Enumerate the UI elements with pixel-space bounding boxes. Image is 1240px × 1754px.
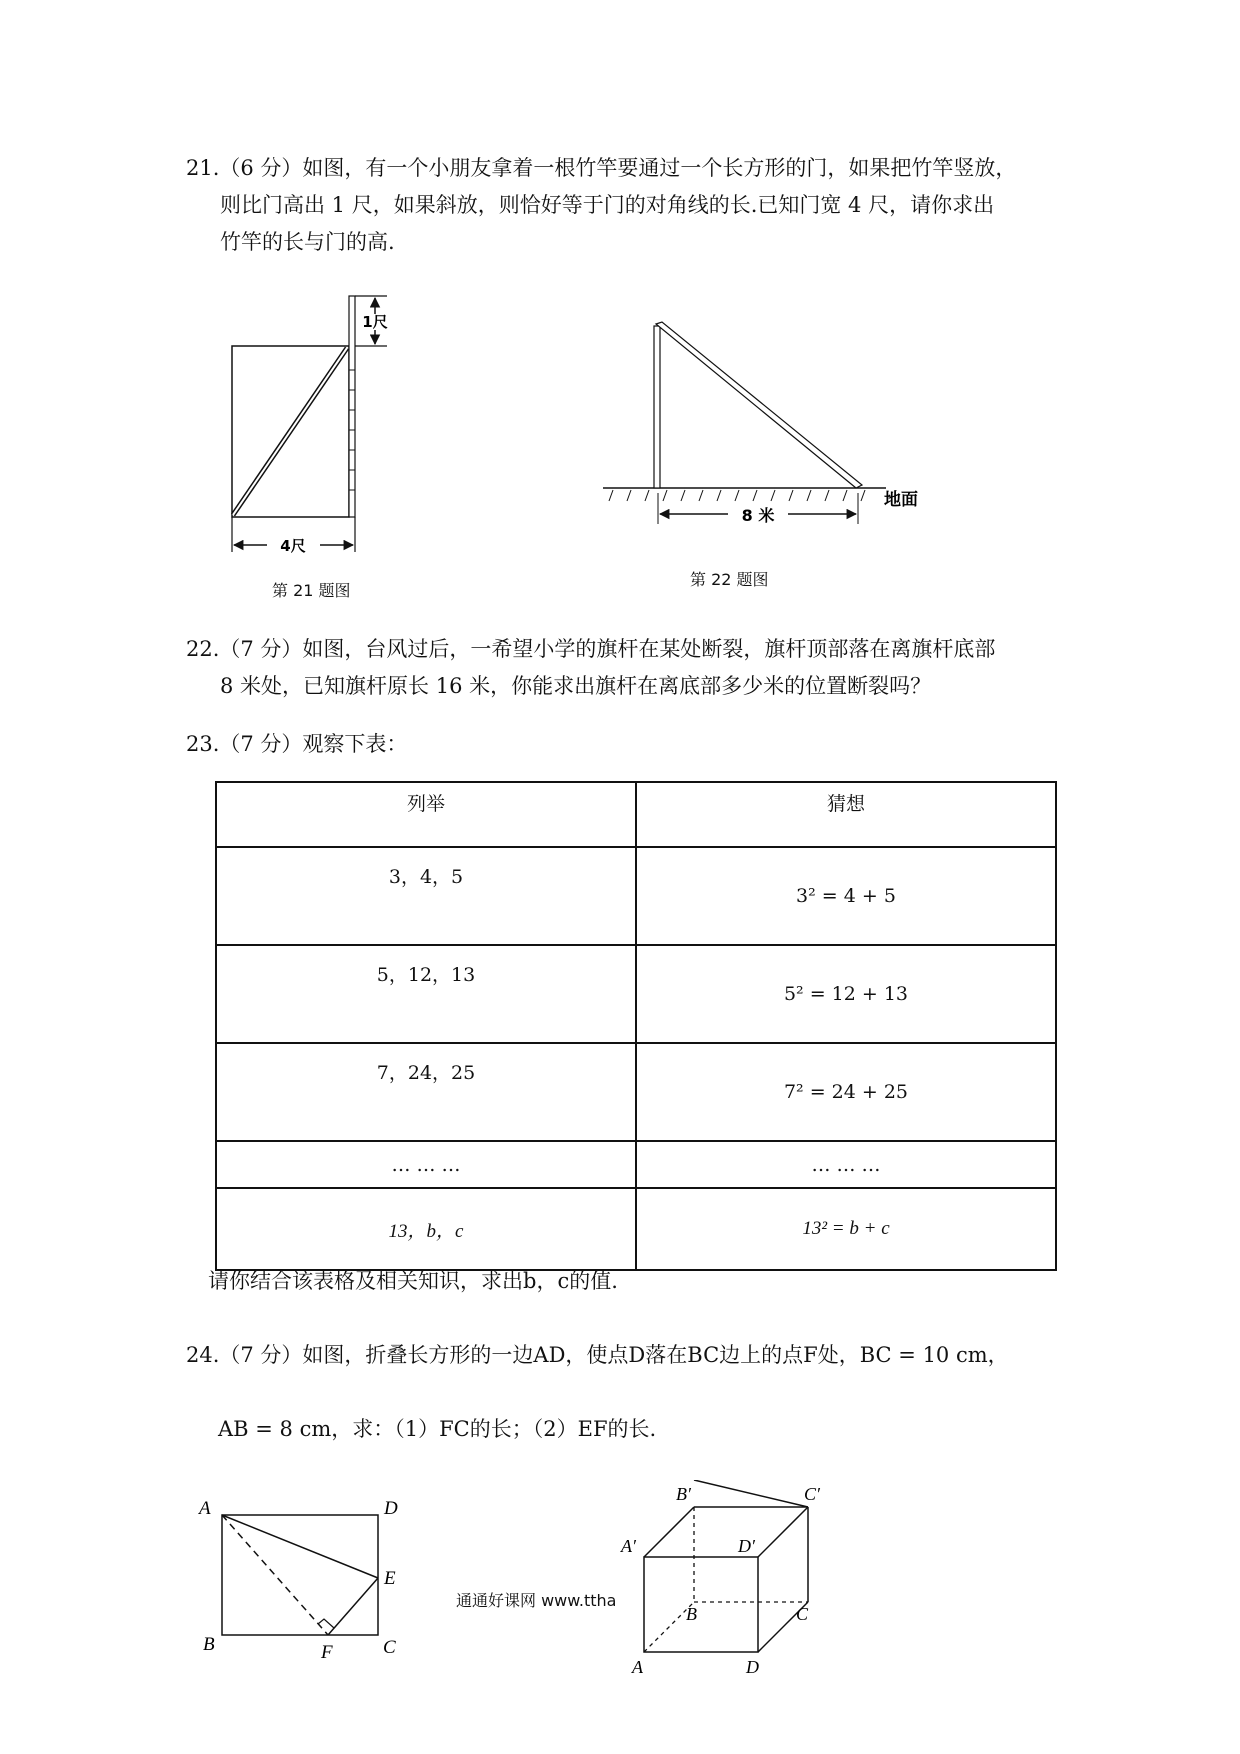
question-22 [186, 631, 1066, 705]
q24-line1: 24.（7 分）如图，折叠长方形的一边AD，使点D落在BC边上的点F处，BC = 10 cm， [186, 1343, 1009, 1367]
question-21 [186, 150, 1066, 261]
label-f: F [321, 1642, 333, 1663]
cube-label-d: D [746, 1657, 759, 1677]
table-row [216, 945, 1056, 1043]
fig21-width-label: 4尺 [280, 537, 306, 555]
cube-label-b-prime: B′ [676, 1484, 691, 1504]
fig22-ground-label: 地面 [884, 490, 918, 510]
rectangle-abcd [222, 1515, 378, 1635]
figure-22 [598, 318, 938, 538]
vertical-pole [349, 296, 355, 517]
watermark: 通通好课网 www.ttha [456, 1591, 617, 1610]
figure-24 [195, 1490, 415, 1670]
q21-line3: 竹竿的长与门的高. [220, 230, 395, 254]
table-cell: 5² = 12 + 13 [636, 945, 1056, 1043]
table-cell: 7，24，25 [216, 1043, 636, 1141]
table-header-cell: 猜想 [636, 782, 1056, 847]
q22-line2: 8 米处，已知旗杆原长 16 米，你能求出旗杆在离底部多少米的位置断裂吗？ [220, 674, 932, 698]
q23-title: 23.（7 分）观察下表： [186, 732, 408, 756]
segment-af [222, 1515, 328, 1635]
cube-label-a: A [632, 1657, 643, 1677]
q24-line2: AB = 8 cm，求：（1）FC的长；（2）EF的长. [218, 1417, 657, 1441]
fig22-distance-label: 8 米 [741, 506, 775, 525]
cube-figure [620, 1480, 840, 1680]
q21-line2: 则比门高出 1 尺，如果斜放，则恰好等于门的对角线的长.已知门宽 4 尺，请你求出 [220, 193, 995, 217]
label-b: B [203, 1634, 215, 1655]
table-cell: 13² = b + c [636, 1188, 1056, 1270]
q22-line1: 22.（7 分）如图，台风过后，一希望小学的旗杆在某处断裂，旗杆顶部落在离旗杆底部 [186, 637, 996, 661]
cube-label-c-prime: C′ [804, 1484, 820, 1504]
label-d: D [384, 1498, 398, 1519]
cube-label-d-prime: D′ [738, 1536, 755, 1556]
cube-front-face [644, 1557, 758, 1652]
table-row [216, 1043, 1056, 1141]
table-row [216, 1141, 1056, 1188]
table-cell: … … … [216, 1141, 636, 1188]
table-row [216, 847, 1056, 945]
table-cell: 3² = 4 + 5 [636, 847, 1056, 945]
segment-ef [328, 1578, 378, 1635]
flagpole-broken-part [656, 322, 862, 488]
table-cell: 7² = 24 + 25 [636, 1043, 1056, 1141]
fig21-top-label: 1尺 [362, 313, 388, 331]
table-cell: 13，b，c [216, 1188, 636, 1270]
figure-21 [215, 290, 405, 570]
label-c: C [383, 1637, 396, 1658]
flagpole-upright [654, 326, 660, 488]
table-row [216, 1188, 1056, 1270]
table-cell: 5，12，13 [216, 945, 636, 1043]
q21-line1: 21.（6 分）如图，有一个小朋友拿着一根竹竿要通过一个长方形的门，如果把竹竿竖放， [186, 156, 1017, 180]
table-cell: … … … [636, 1141, 1056, 1188]
q23-footer: 请你结合该表格及相关知识，求出b，c的值. [208, 1269, 618, 1293]
label-e: E [384, 1568, 396, 1589]
table-header-row [216, 782, 1056, 847]
fig21-caption: 第 21 题图 [272, 581, 351, 600]
table-header-cell: 列举 [216, 782, 636, 847]
fig22-caption: 第 22 题图 [690, 570, 769, 589]
cube-label-b: B [686, 1604, 697, 1624]
label-a: A [199, 1498, 211, 1519]
fold-line-ae [222, 1515, 378, 1578]
cube-label-a-prime: A′ [621, 1536, 636, 1556]
cube-label-c: C [796, 1604, 809, 1624]
observation-table [215, 781, 1057, 1271]
table-cell: 3，4，5 [216, 847, 636, 945]
